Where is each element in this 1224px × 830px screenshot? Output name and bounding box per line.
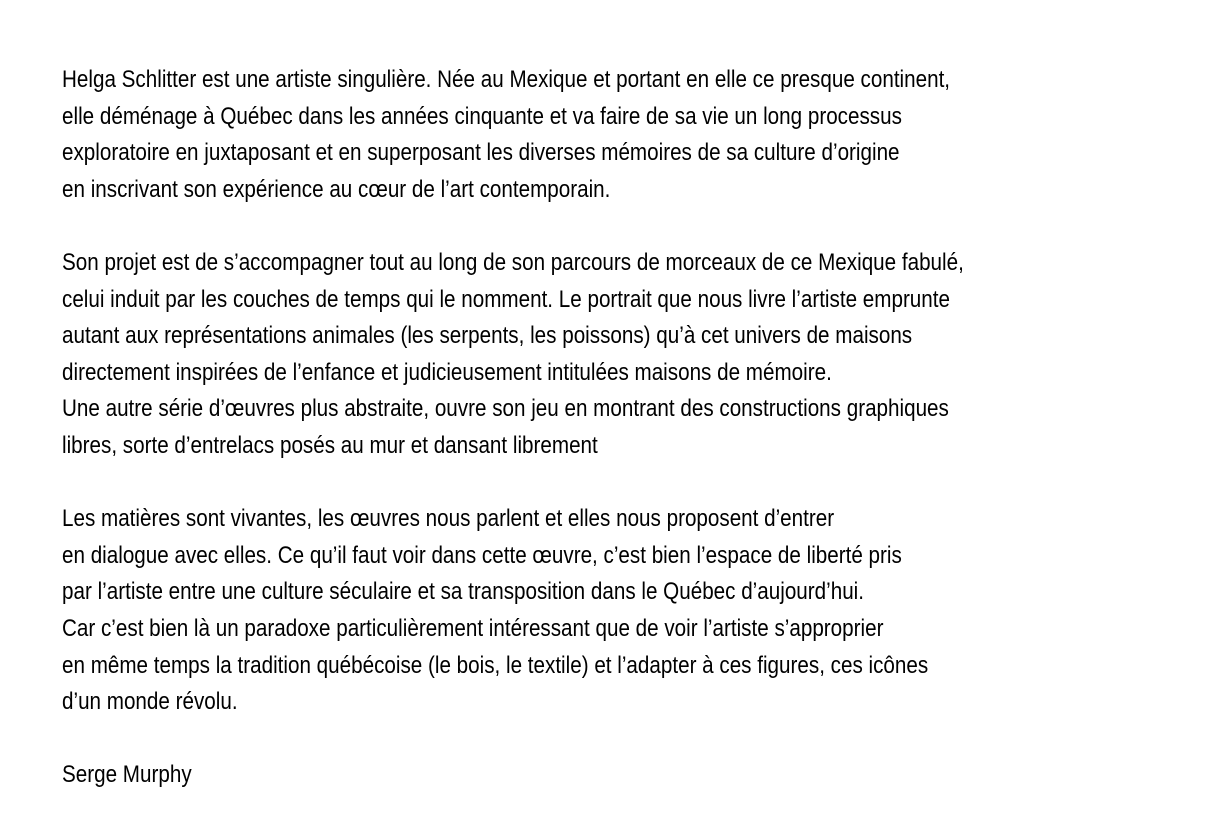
text-line: Helga Schlitter est une artiste singulière. Née au Mexique et portant en elle ce presque continent,: [62, 66, 951, 93]
text-line: en dialogue avec elles. Ce qu’il faut voir dans cette œuvre, c’est bien l’espace de liberté pris: [62, 541, 902, 569]
text-line: autant aux représentations animales (les serpents, les poissons) qu’à cet univers de maisons: [62, 322, 913, 350]
author-signature: [62, 757, 1051, 794]
document-body: [62, 62, 1051, 794]
text-line: en inscrivant son expérience au cœur de l’art contemporain.: [62, 175, 611, 203]
author-name: Serge Murphy: [62, 761, 192, 789]
paragraph-1: [62, 62, 1051, 208]
text-line: Son projet est de s’accompagner tout au long de son parcours de morceaux de ce Mexique fabulé,: [62, 248, 964, 276]
text-line: libres, sorte d’entrelacs posés au mur et dansant librement: [62, 431, 598, 459]
text-line: par l’artiste entre une culture séculaire et sa transposition dans le Québec d’aujourd’hui.: [62, 578, 864, 606]
paragraph-2: [62, 245, 1051, 465]
text-line: directement inspirées de l’enfance et judicieusement intitulées maisons de mémoire.: [62, 358, 832, 386]
paragraph-3: [62, 501, 1051, 721]
text-line: elle déménage à Québec dans les années cinquante et va faire de sa vie un long processus: [62, 102, 902, 130]
text-line: celui induit par les couches de temps qui le nomment. Le portrait que nous livre l’artiste emprunte: [62, 285, 950, 313]
text-line: Car c’est bien là un paradoxe particulièrement intéressant que de voir l’artiste s’approprier: [62, 614, 884, 642]
text-line: en même temps la tradition québécoise (le bois, le textile) et l’adapter à ces figures, ces icônes: [62, 651, 929, 679]
text-line: Une autre série d’œuvres plus abstraite, ouvre son jeu en montrant des constructions graphiques: [62, 395, 949, 423]
text-line: d’un monde révolu.: [62, 688, 238, 716]
text-line: exploratoire en juxtaposant et en superposant les diverses mémoires de sa culture d’origine: [62, 139, 900, 167]
text-line: Les matières sont vivantes, les œuvres nous parlent et elles nous proposent d’entrer: [62, 505, 835, 533]
